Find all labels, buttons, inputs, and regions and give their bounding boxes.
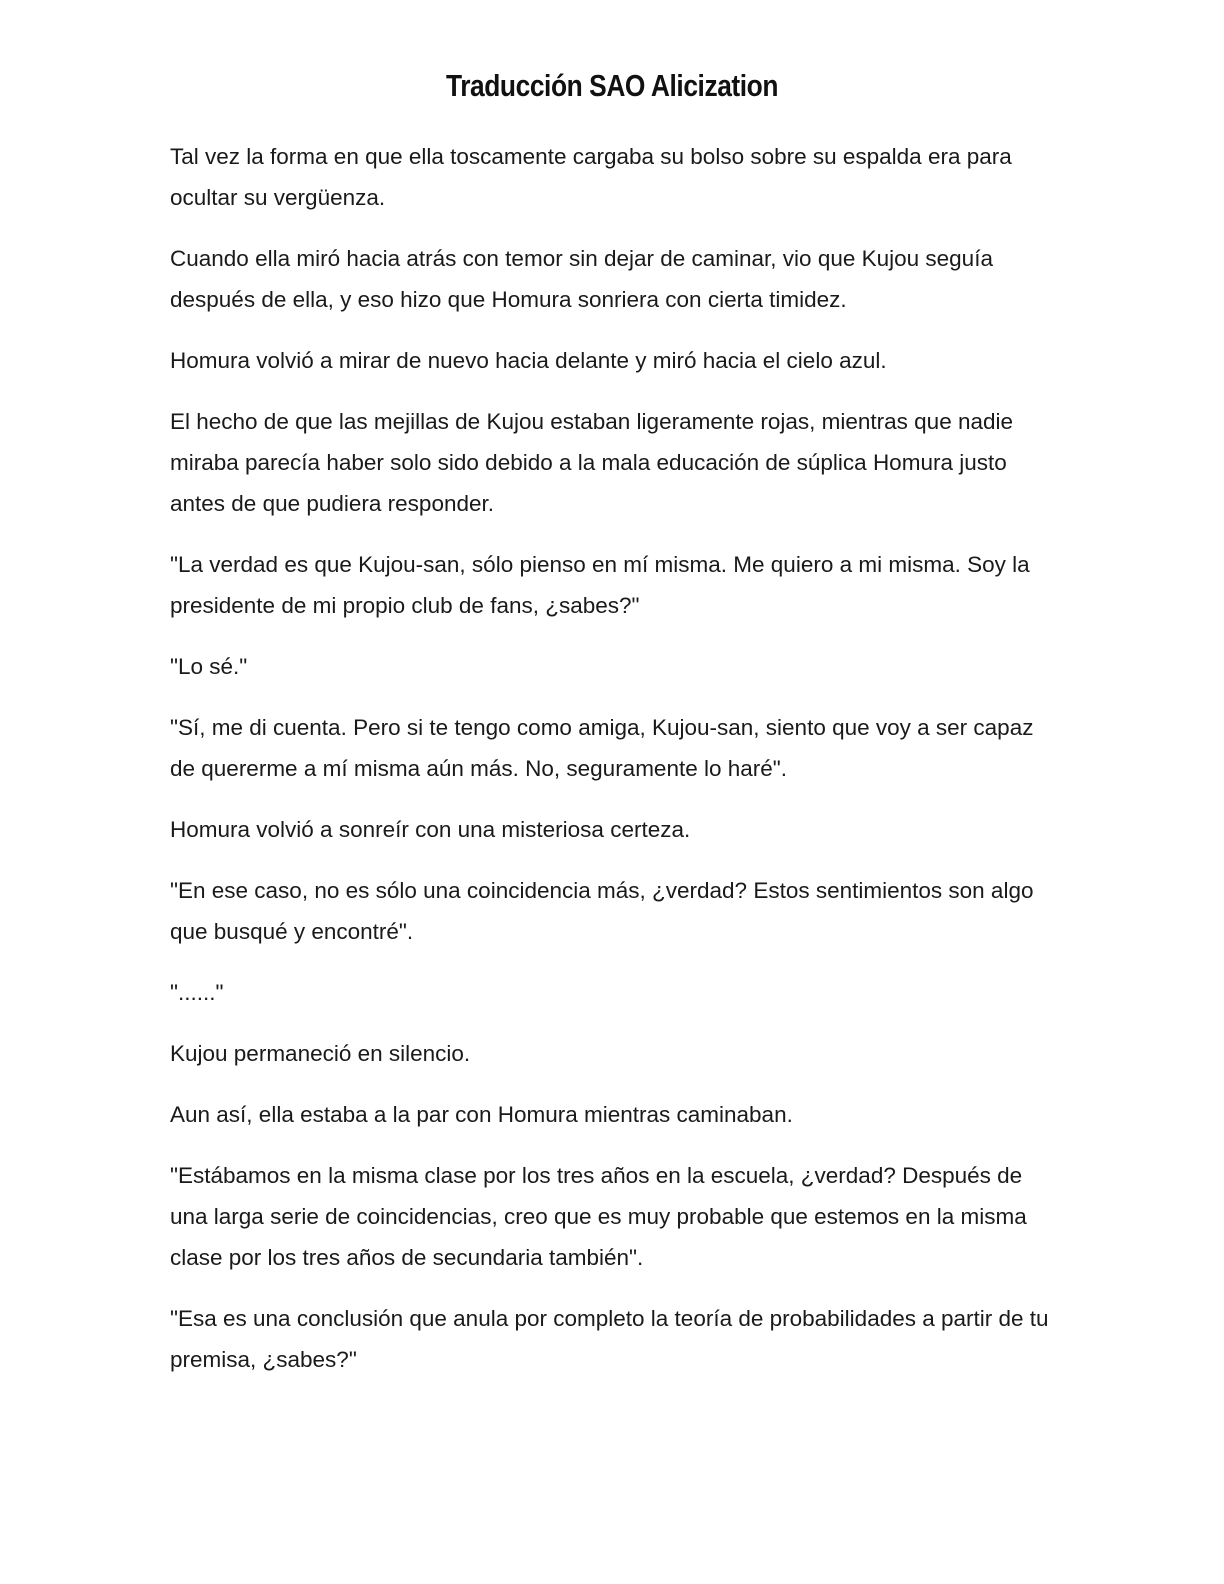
paragraph: "La verdad es que Kujou-san, sólo pienso en mí misma. Me quiero a mi misma. Soy la presidente de mi propio club de fans, ¿sabes?" [170,552,1030,618]
paragraph: "Lo sé." [170,654,248,679]
paragraph: "En ese caso, no es sólo una coincidencia más, ¿verdad? Estos sentimientos son algo que busqué y encontré". [170,878,1034,944]
paragraph: Cuando ella miró hacia atrás con temor sin dejar de caminar, vio que Kujou seguía después de ella, y eso hizo que Homura sonriera con cierta timidez. [170,246,993,312]
paragraph: Kujou permaneció en silencio. [170,1041,471,1066]
paragraph: Aun así, ella estaba a la par con Homura mientras caminaban. [170,1102,793,1127]
paragraph: Homura volvió a sonreír con una misteriosa certeza. [170,817,691,842]
paragraph: "Esa es una conclusión que anula por completo la teoría de probabilidades a partir de tu premisa, ¿sabes?" [170,1306,1049,1372]
document-title: Traducción SAO Alicization [445,68,779,103]
paragraph: Homura volvió a mirar de nuevo hacia delante y miró hacia el cielo azul. [170,348,887,373]
paragraph: El hecho de que las mejillas de Kujou estaban ligeramente rojas, mientras que nadie miraba parecía haber solo sido debido a la mala educación de súplica Homura justo antes de que pudiera responder. [170,409,1014,516]
paragraph: Tal vez la forma en que ella toscamente cargaba su bolso sobre su espalda era para ocultar su vergüenza. [170,144,1012,210]
paragraph: "......" [170,980,224,1005]
paragraph: "Sí, me di cuenta. Pero si te tengo como amiga, Kujou-san, siento que voy a ser capaz de quererme a mí misma aún más. No, seguramente lo haré". [170,715,1034,781]
document-body [170,136,1055,1400]
paragraph: "Estábamos en la misma clase por los tres años en la escuela, ¿verdad? Después de una larga serie de coincidencias, creo que es muy probable que estemos en la misma clase por los tres años de secundaria también". [170,1163,1027,1270]
